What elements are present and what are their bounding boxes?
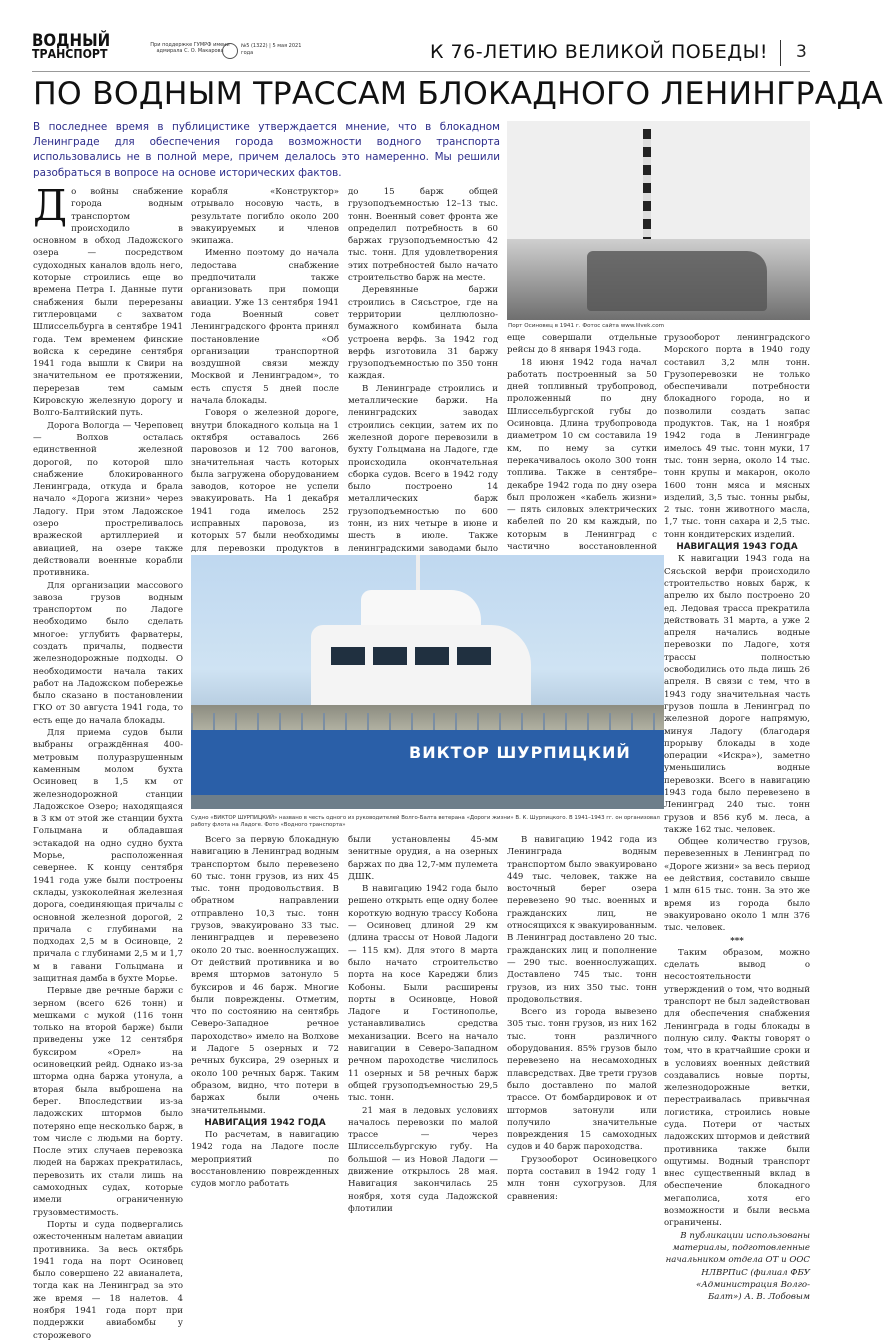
- photo1-caption: Порт Осиновец в 1941 г. Фотос сайта www.lilvek.com: [508, 323, 665, 329]
- col3b-p2: В навигацию 1942 года было решено открыть еще одну более короткую водную трассу Кобона — Осиновец длиной 29 км (длина трассы от Новой Ладоги — 115 км). Для этого 8 марта было начато строительство порта на косе Кареджи близ Кобоны. Были расширены порты в Осиновце, Новой Ладоге и Гостинополье, устанавливались средства механизации. Всего на начало навигации в Северо-Западном речном пароходстве числилось 11 озерных и 58 речных барж общей грузоподъемностью 29,5 тыс. тонн.: [348, 884, 498, 1104]
- ship-window: [415, 647, 449, 665]
- col5-p1: грузооборот ленинградского Морского порта в 1940 году составил 3,2 млн тонн. Грузоперевозки не только обеспечивали потребности блокадного города, но и позволили создать запас продуктов. Так, на 1 ноября 1942 года в Ленинграде имелось 49 тыс. тонн муки, 17 тыс. тонн зерна, около 14 тыс. тонн крупы и макарон, около 1600 тонн мяса и мясных изделий, 3,5 тыс. тонны рыбы, 2 тыс. тонн животного масла, 1,7 тыс. тонн сахара и 2,5 тыс. тонн кондитерских изделий.: [664, 333, 810, 540]
- ship-hull: [191, 730, 664, 800]
- ship-name-lettering: ВИКТОР ШУРПИЦКИЙ: [409, 743, 631, 762]
- article-lead: В последнее время в публицистике утверждается мнение, что в блокадном Ленинграде для обеспечения города возможности водного транспорта использовались не в полной мере, причем делалось это намеренно. Мы решили разобраться в вопросе на основе исторических фактов.: [33, 121, 500, 179]
- subhead-1942: НАВИГАЦИЯ 1942 ГОДА: [204, 1117, 326, 1128]
- author-credit: В публикации использованы материалы, подготовленные начальником отдела ОТ и ООС НЛВРПиС (филиал ФБУ «Администрация Волго-Балт») А. В. Лобовым: [665, 1230, 810, 1303]
- drop-cap: Д: [33, 181, 68, 230]
- section-tagline: К 76-ЛЕТИЮ ВЕЛИКОЙ ПОБЕДЫ!: [430, 41, 768, 63]
- photo2-caption: Судно «ВИКТОР ШУРПИЦКИЙ» названо в честь одного из руководителей Волго-Балта ветерана «Дороги жизни» В. К. Шурпицкого. В 1941–1943 гг. он организовал работу флота на Ладоге. Фото «Водного транспорта»: [191, 815, 660, 828]
- column-2-bottom: [191, 834, 339, 1190]
- col4b-p3: Грузооборот Осиновецкого порта составил в 1942 году 1 млн тонн сухогрузов. Для сравнения:: [507, 1154, 657, 1202]
- photo-osinovets-port: [507, 121, 810, 320]
- masthead: [0, 0, 842, 72]
- section-stars: ***: [730, 935, 744, 946]
- col2-p3: Говоря о железной дороге, внутри блокадного кольца на 1 октября оставалось 266 паровозов и 12 700 вагонов, значительная часть которых была загружена оборудованием заводов, которое не успели эвакуировать. На 1 декабря 1941 года имелось 252 исправных паровоза, из которых 57 были необходимы для перевозки продуктов в: [191, 408, 339, 554]
- col4b-p1: В навигацию 1942 года из Ленинграда водным транспортом было эвакуировано 449 тыс. человек, также на восточный берег озера перевезено 90 тыс. военных и гражданских лиц, не относящихся к эвакуированным. В Ленинград доставлено 20 тыс. гражданских лиц и пополнение — 290 тыс. военнослужащих. Доставлено 745 тыс. тонн грузов, из них 350 тыс. тонн продовольствия.: [507, 835, 657, 1005]
- newspaper-logo[interactable]: [32, 30, 142, 62]
- col1-p2: Дорога Вологда — Череповец — Волхов осталась единственной железной дорогой, по которой шло снабжение блокированного Ленинграда, откуда и брала начало «Дорога жизни» через Ладогу. При этом Ладожское озеро простреливалось вражеской артиллерией и авиацией, на озере также действовали военные корабли противника.: [33, 420, 183, 579]
- col2b-p2: По расчетам, в навигацию 1942 года на Ладоге после мероприятий по восстановлению поврежденных судов могло работать: [191, 1130, 339, 1190]
- ship-mast: [416, 555, 420, 595]
- ship-superstructure: [311, 625, 531, 705]
- column-2-top: [191, 186, 339, 554]
- page-number: 3: [796, 42, 807, 62]
- col5-p2: К навигации 1943 года на Сясьской верфи происходило строительство новых барж, к апрелю их было построено 20 ед. Ледовая трасса прекратила действовать 31 марта, а уже 2 апреля начались водные перевозки по Ладоге, хотя трассы полностью освободились ото льда лишь 26 апреля. В связи с тем, что в 1943 году значительная часть грузов пошла в Ленинград по железной дороге напрямую, минуя Ладогу (благодаря прорыву блокады в ходе операции «Искра»), заметно уменьшились водные перевозки. Всего в навигацию 1943 года было перевезено в Ленинград 240 тыс. тонн грузов и 856 куб м. леса, а также 162 тыс. человек.: [664, 554, 810, 835]
- col3-p2: Деревянные баржи строились в Сясьстрое, где на территории целлюлозно-бумажного комбината была устроена верфь. За 1942 год верфь изготовила 31 баржу грузоподъемностью по 350 тонн каждая.: [348, 285, 498, 382]
- header-rule: [32, 71, 810, 72]
- university-seal-icon: [222, 43, 238, 59]
- header-divider: [780, 40, 781, 66]
- column-5: [664, 332, 810, 1303]
- col4-p1: еще совершали отдельные рейсы до 8 января 1943 года.: [507, 333, 657, 356]
- ship-window: [373, 647, 407, 665]
- column-4-bottom: [507, 834, 657, 1202]
- col3-p1: до 15 барж общей грузоподъемностью 12–13 тыс. тонн. Военный совет фронта же определил потребность в 60 баржах грузоподъемностью 42 тыс. тонн. Для удовлетворения этих потребностей было начато строительство барж на месте.: [348, 187, 498, 284]
- column-1: [33, 181, 183, 1341]
- col5-p4: Таким образом, можно сделать вывод о несостоятельности утверждений о том, что водный транспорт не был задействован для обеспечения снабжения Ленинграда в годы блокады в полную силу. Факты говорят о том, что в кратчайшие сроки и в условиях военных действий создавались новые порты, железнодорожные ветки, перестраивалась привычная логистика, строились новые суда. Потери от частых ладожских штормов и действий противника также были ощутимы. Водный транспорт внес существенный вклад в обеспечение блокадного мегаполиса, хотя его возможности и были весьма ограничены.: [664, 947, 810, 1229]
- col5-p3: Общее количество грузов, перевезенных в Ленинград по «Дороге жизни» за весь период ее действия, составило свыше 1 млн 615 тыс. тонн. За это же время из города было эвакуировано около 1 млн 376 тыс. человек.: [664, 837, 810, 934]
- photo-water: [191, 795, 664, 809]
- ship-bridge: [361, 590, 481, 630]
- ship-window: [457, 647, 491, 665]
- col2-p2: Именно поэтому до начала ледостава снабжение предпочитали также организовать при помощи авиации. Уже 13 сентября 1941 года Военный совет Ленинградского фронта принял постановление «Об организации транспортной воздушной связи между Москвой и Ленинградом», то есть спустя 5 дней после начала блокады.: [191, 248, 339, 407]
- photo-wreckage: [587, 251, 767, 311]
- col1-p1: о войны снабжение города водным транспортом происходило в основном в обход Ладожского озера — посредством судоходных каналов вдоль него, которые строились еще во времена Петра I. Данные пути снабжения были перерезаны гитлеровцами с захватом Шлиссельбурга в сентябре 1941 года. Тем временем финские войска к середине сентября 1941 года вышли к Свири на значительном ее протяжении, перерезав тем самым Кировскую железную дорогу и Волго-Балтийский путь.: [33, 187, 183, 419]
- logo-line1: ВОДНЫЙ: [32, 30, 111, 51]
- col1-p4: Для приема судов были выбраны ограждённая 400-метровым полуразрушенным каменным молом бухта Осиновец в 1,5 км от железнодорожной станции Ладожское Озеро; находящаяся в 3 км от этой же станции бухта Гольцмана и обладавшая эстакадой на одно судно бухта Морье, расположенная севернее. К концу сентября 1941 года уже были построены склады, узкоколейная железная дорога, соединяющая причалы с основной железной дорогой, 2 причала с глубинами на подходах 2,5 м в Осиновце, 2 причала с глубинами 2,5 м и 1,7 м в гавани Гольцмана и защитная дамба в бухте Морье.: [33, 728, 183, 984]
- sponsor-note: При поддержке ГУМРФ имени адмирала С. О. Макарова: [150, 42, 230, 54]
- col2b-p1: Всего за первую блокадную навигацию в Ленинград водным транспортом было перевезено 60 тыс. тонн грузов, из них 45 тыс. тонн продовольствия. В обратном направлении отправлено 10,3 тыс. тонн грузов, эвакуировано 33 тыс. ленинградцев и перевезено около 20 тыс. военнослужащих. От действий противника и во время штормов затонуло 5 буксиров и 46 барж. Многие были повреждены. Отметим, что по состоянию на сентябрь Северо-Западное речное пароходство» имело на Волхове и Ладоге 5 озерных и 72 речных буксира, 29 озерных и около 100 речных барж. Таким образом, видно, что потери в баржах были очень значительными.: [191, 835, 339, 1116]
- logo-line2: ТРАНСПОРТ: [32, 47, 108, 62]
- col3b-p1: были установлены 45-мм зенитные орудия, а на озерных баржах по два 12,7-мм пулемета ДШК.: [348, 835, 498, 882]
- col4-p2: 18 июня 1942 года начал работать построенный за 50 дней топливный трубопровод, проложенный по дну Шлиссельбургской губы до Осиновца. Длина трубопровода диаметром 10 см составила 19 км, по нему за сутки перекачивалось около 300 тонн топлива. Также в сентябре–декабре 1942 года по дну озера был проложен «кабель жизни» — пять силовых электрических кабелей по 20 км каждый, по которым в Ленинград с частично восстановленной: [507, 357, 657, 553]
- col3b-p3: 21 мая в ледовых условиях началось перевозки по малой трассе — через Шлиссельбургскую губу. На большой — из Новой Ладоги — движение открылось 28 мая. Навигация закончилась 25 ноября, хотя суда Ладожской флотилии: [348, 1105, 498, 1214]
- issue-info: №5 (1322) | 5 мая 2021 года: [241, 43, 302, 56]
- column-3-bottom: [348, 834, 498, 1214]
- column-3-top: [348, 186, 498, 554]
- col1-p5: Первые две речные баржи с зерном (всего 626 тонн) и мешками с мукой (116 тонн только на второй барже) были приведены уже 12 сентября буксиром «Орел» на осиновецкий рейд. Однако из-за шторма одна баржа утонула, а вторая была выброшена на берег. Впоследствии из-за ладожских штормов было потеряно еще несколько барж, в том числе с людьми на борту. После этих случаев перевозка людей на баржах прекратилась, перевозить их стали лишь на самоходных судах, которые имели ограниченную грузовместимость.: [33, 986, 183, 1218]
- col2-p1: корабля «Конструктор» отрывало носовую часть, в результате погибло около 200 эвакуируемых и членов экипажа.: [191, 187, 339, 247]
- col3-p3: В Ленинграде строились и металлические баржи. На ленинградских заводах строились секции, затем их по железной дороге перевозили в бухту Гольцмана на Ладоге, где происходила окончательная сборка судов. Всего в 1942 году было построено 14 металлических барж грузоподъемностью по 600 тонн, из них четыре в июне и шесть в июле. Также ленинградскими заводами было: [348, 383, 498, 554]
- photo-sky: [507, 121, 810, 241]
- lighthouse-icon: [643, 129, 651, 239]
- article-headline: ПО ВОДНЫМ ТРАССАМ БЛОКАДНОГО ЛЕНИНГРАДА: [33, 76, 883, 112]
- column-4-top: [507, 332, 657, 553]
- photo-ship-viktor-shurpitsky: [191, 555, 664, 809]
- ship-window: [331, 647, 365, 665]
- col1-p6: Порты и суда подвергались ожесточенным налетам авиации противника. За весь октябрь 1941 года на порт Осиновец было совершено 22 авианалета, тогда как на Ленинград за это же время — 18 налетов. 4 ноября 1941 года порт при поддержки авиабомбы у сторожевого: [33, 1219, 183, 1341]
- col4b-p2: Всего из города вывезено 305 тыс. тонн грузов, из них 162 тыс. тонн различного оборудования. 85% грузов было перевезено на несамоходных плавсредствах. Две трети грузов было доставлено по малой трассе. От бомбардировок и от штормов затонули или получило значительные повреждения 15 самоходных судов и 40 барж пароходства.: [507, 1007, 657, 1153]
- subhead-1943: НАВИГАЦИЯ 1943 ГОДА: [676, 542, 798, 553]
- col1-p3: Для организации массового завоза грузов водным транспортом по Ладоге необходимо было сделать многое: углубить фарватеры, создать причалы, подвести железнодорожные подходы. О необходимости начала таких работ на Ладожском побережье было сказано в постановлении ГКО от 30 августа 1941 года, то есть еще до начала блокады.: [33, 580, 183, 726]
